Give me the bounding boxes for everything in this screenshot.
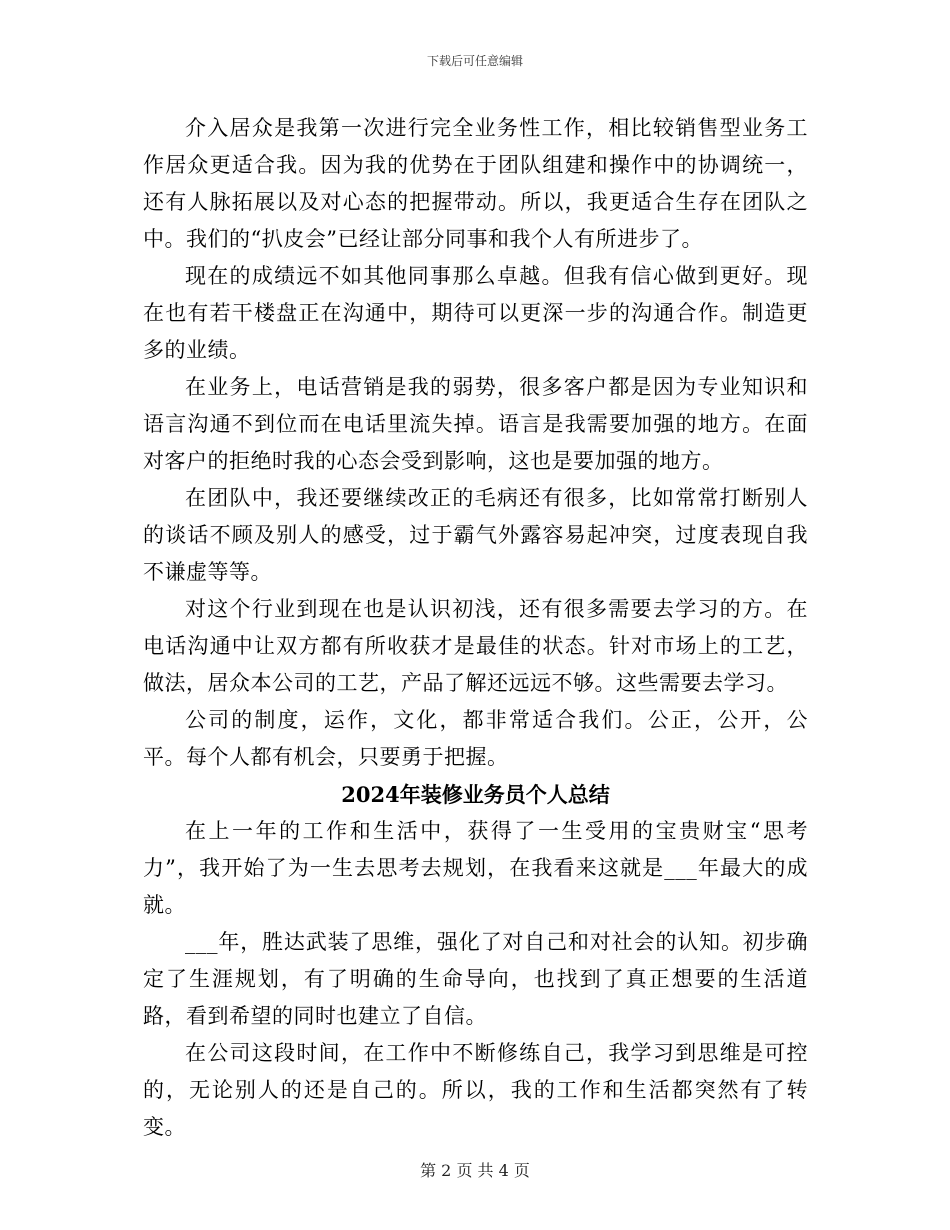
paragraph-5: 对这个行业到现在也是认识初浅，还有很多需要去学习的方。在电话沟通中让双方都有所收获才是最佳的状态。针对市场上的工艺，做法，居众本公司的工艺，产品了解还远远不够。这些需要去学习。 — [143, 597, 808, 695]
paragraph-4: 在团队中，我还要继续改正的毛病还有很多，比如常常打断别人的谈话不顾及别人的感受，过于霸气外露容易起冲突，过度表现自我不谦虚等等。 — [143, 486, 808, 584]
paragraph-6: 公司的制度，运作，文化，都非常适合我们。公正，公开，公平。每个人都有机会，只要勇于把握。 — [143, 708, 808, 769]
document-body — [143, 110, 808, 1146]
paragraph-9: 在公司这段时间，在工作中不断修练自己，我学习到思维是可控的，无论别人的还是自己的。所以，我的工作和生活都突然有了转变。 — [143, 1041, 808, 1139]
page-header: 下载后可任意编辑 — [426, 54, 523, 68]
page-number: 第 2 页 共 4 页 — [420, 1161, 530, 1180]
paragraph-2: 现在的成绩远不如其他同事那么卓越。但我有信心做到更好。现在也有若干楼盘正在沟通中，期待可以更深一步的沟通合作。制造更多的业绩。 — [143, 264, 808, 362]
paragraph-1: 介入居众是我第一次进行完全业务性工作，相比较销售型业务工作居众更适合我。因为我的优势在于团队组建和操作中的协调统一，还有人脉拓展以及对心态的把握带动。所以，我更适合生存在团队之中。我们的“扒皮会”已经让部分同事和我个人有所进步了。 — [143, 116, 808, 251]
paragraph-7: 在上一年的工作和生活中，获得了一生受用的宝贵财宝“思考力”，我开始了为一生去思考去规划，在我看来这就是___年最大的成就。 — [143, 819, 808, 917]
section-title: 2024年装修业务员个人总结 — [341, 782, 610, 807]
paragraph-8: ___年，胜达武装了思维，强化了对自己和对社会的认知。初步确定了生涯规划，有了明确的生命导向，也找到了真正想要的生活道路，看到希望的同时也建立了自信。 — [143, 930, 808, 1028]
paragraph-3: 在业务上，电话营销是我的弱势，很多客户都是因为专业知识和语言沟通不到位而在电话里流失掉。语言是我需要加强的地方。在面对客户的拒绝时我的心态会受到影响，这也是要加强的地方。 — [143, 375, 808, 473]
